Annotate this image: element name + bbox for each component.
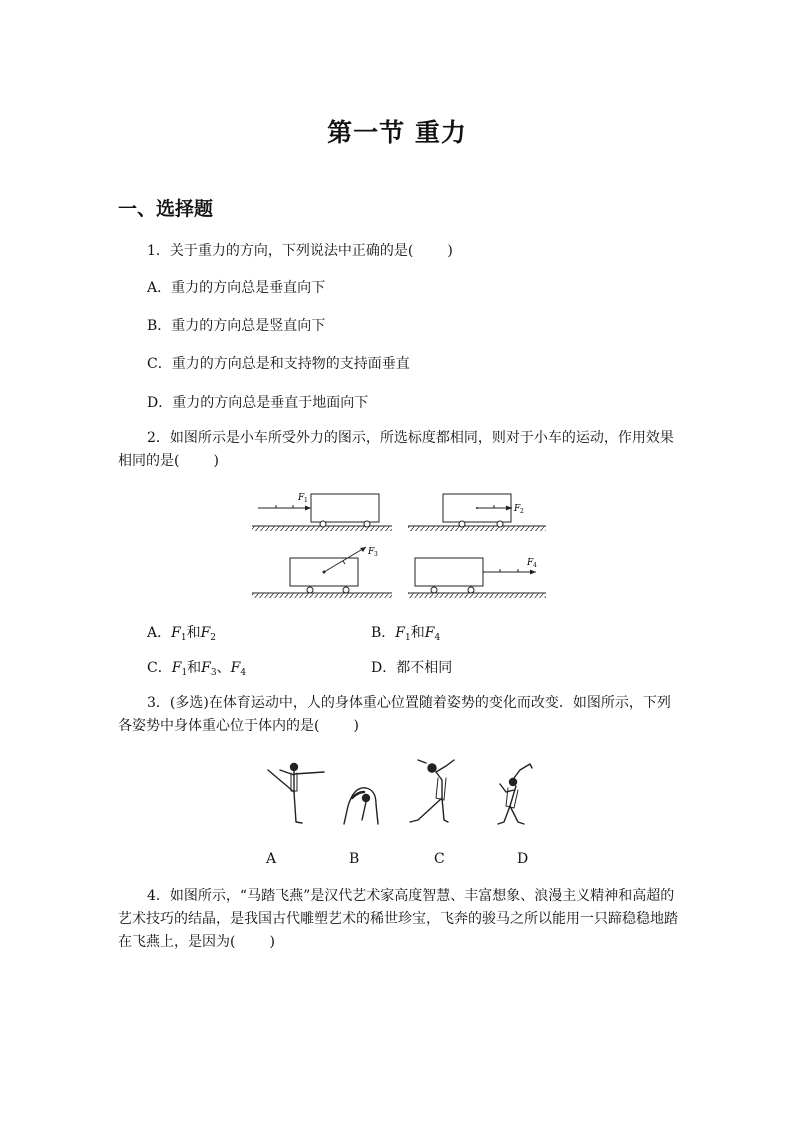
force-subscript-3: 3 [374,551,378,558]
posture-label-b: B [349,851,360,867]
question-text: 相同的是( [118,453,180,469]
q1-option-d: D．重力的方向总是垂直于地面向下 [147,395,369,411]
force-subscript-2: 2 [520,508,524,515]
question-1-stem [147,243,453,259]
force-label-f4: F [527,558,534,568]
posture-d-figure [498,764,532,824]
question-2-stem-line1: 2．如图所示是小车所受外力的图示，所选标度都相同，则对于小车的运动，作用效果 [147,430,674,446]
q2-option-c: C．$F_1$和$F_3$、$F_4$ [147,660,247,678]
cart-1 [258,493,379,527]
answer-bracket-close: ) [213,453,219,469]
question-text: 1．关于重力的方向，下列说法中正确的是( [147,243,414,259]
q1-option-a: A．重力的方向总是垂直向下 [147,280,326,296]
cart-3 [290,547,378,593]
force-label-f2: F [514,504,521,514]
question-2-stem-line2 [118,453,219,469]
force-label-f1: F [298,493,305,503]
answer-bracket-close: ) [447,243,453,259]
question-4-stem-line2: 艺术技巧的结晶，是我国古代雕塑艺术的稀世珍宝，飞奔的骏马之所以能用一只蹄稳稳地踏 [118,911,678,927]
posture-label-c: C [434,851,445,867]
posture-figure [258,758,538,830]
force-subscript-1: 1 [304,497,308,504]
q1-option-b: B．重力的方向总是竖直向下 [147,318,326,334]
section-heading: 一、选择题 [118,198,214,220]
posture-c-figure [410,760,454,822]
question-text: 各姿势中身体重心位于体内的是( [118,718,320,734]
q2-option-d: D．都不相同 [371,660,453,676]
posture-b-figure [344,788,378,824]
question-3-stem-line1: 3．(多选)在体育运动中，人的身体重心位置随着姿势的变化而改变．如图所示，下列 [147,695,671,711]
question-3-stem-line2 [118,718,359,734]
posture-a-figure [268,764,324,824]
page-title: 第一节 重力 [327,118,467,147]
cart-4 [415,558,537,593]
posture-label-d: D [517,851,529,867]
question-4-stem-line3 [118,934,275,950]
force-subscript-4: 4 [533,562,537,569]
q2-option-b: B．$F_1$和$F_4$ [371,625,441,643]
question-text: 在飞燕上，是因为( [118,934,236,950]
answer-bracket-close: ) [269,934,275,950]
cart-2 [443,494,524,527]
ground-bottom [252,593,546,598]
answer-bracket-close: ) [353,718,359,734]
force-label-f3: F [368,547,375,557]
cart-force-figure [248,486,553,604]
q2-option-a: A．$F_1$和$F_2$ [147,625,217,643]
question-4-stem-line1: 4．如图所示，“马踏飞燕”是汉代艺术家高度智慧、丰富想象、浪漫主义精神和高超的 [147,888,675,904]
q1-option-c: C．重力的方向总是和支持物的支持面垂直 [147,356,410,372]
posture-label-a: A [266,851,277,867]
